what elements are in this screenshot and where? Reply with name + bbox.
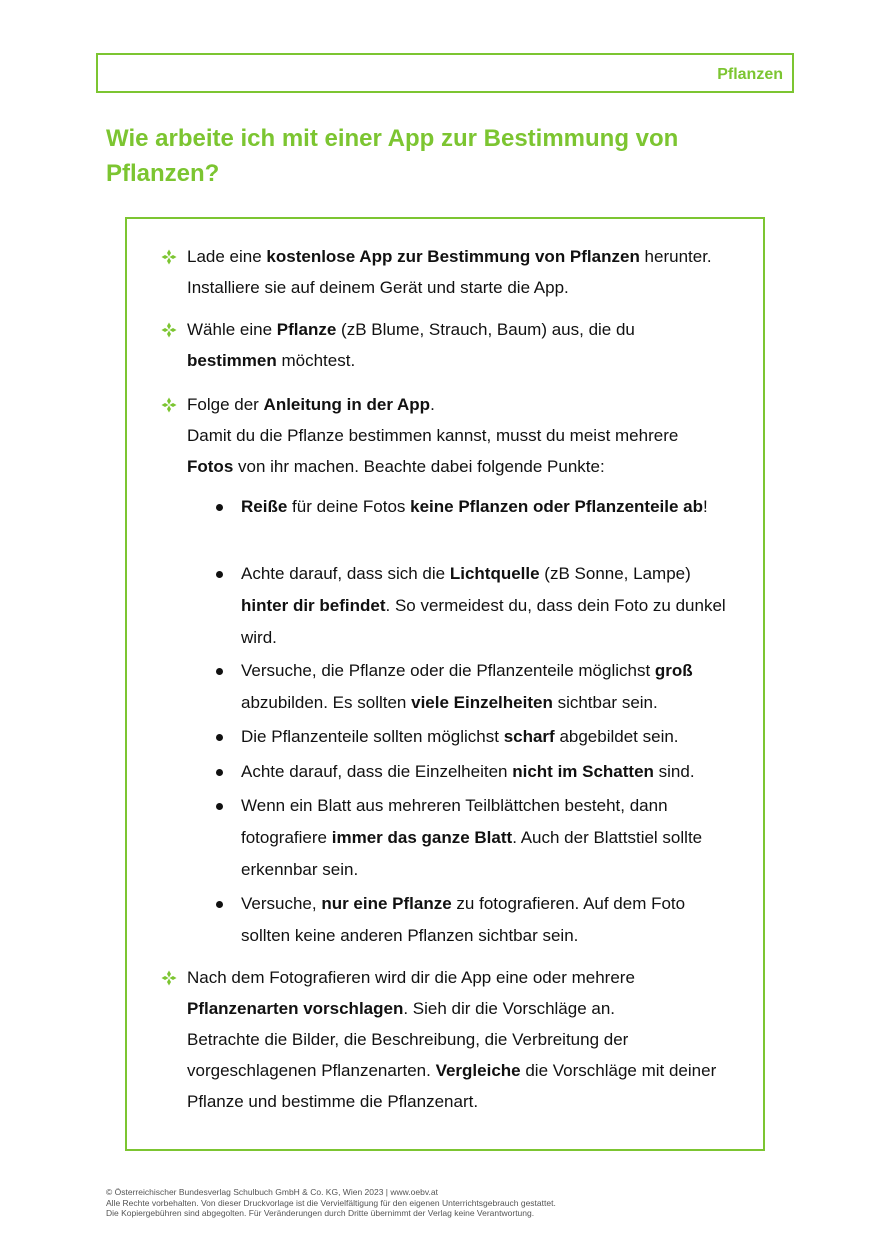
diamond-bullet-icon <box>161 249 177 265</box>
instruction-item-1: Lade eine kostenlose App zur Bestimmung von Pflanzen herunter. Installiere sie auf deinem Gerät und starte die App. <box>187 247 712 297</box>
subject-label: Pflanzen <box>717 66 783 83</box>
header-bar <box>96 53 794 93</box>
tip-item-3: Versuche, die Pflanze oder die Pflanzenteile möglichst groß abzubilden. Es sollten viele Einzelheiten sichtbar sein. <box>241 661 693 712</box>
copyright-footer <box>106 1187 806 1219</box>
bullet-dot <box>216 803 223 810</box>
bullet-dot <box>216 769 223 776</box>
tip-item-2: Achte darauf, dass sich die Lichtquelle (zB Sonne, Lampe) hinter dir befindet. So vermeidest du, dass dein Foto zu dunkel wird. <box>241 564 726 647</box>
tip-item-4: Die Pflanzenteile sollten möglichst scharf abgebildet sein. <box>241 727 679 746</box>
instruction-item-4: Nach dem Fotografieren wird dir die App eine oder mehrere Pflanzenarten vorschlagen. Sieh dir die Vorschläge an. Betrachte die Bilder, die Beschreibung, die Verbreitung der vorgeschlagenen Pflanzenarten. Vergleiche die Vorschläge mit deiner Pflanze und bestimme die Pflanzenart. <box>187 968 717 1111</box>
tip-item-6: Wenn ein Blatt aus mehreren Teilblättchen besteht, dann fotografiere immer das ganze Blatt. Auch der Blattstiel sollte erkennbar sein. <box>241 796 703 879</box>
footer-line-3: Die Kopiergebühren sind abgegolten. Für Veränderungen durch Dritte übernimmt der Verlag keine Verantwortung. <box>106 1208 535 1218</box>
bullet-dot <box>216 734 223 741</box>
diamond-bullet-icon <box>161 970 177 986</box>
page-title: Wie arbeite ich mit einer App zur Bestimmung von Pflanzen? <box>106 125 679 187</box>
bullet-dot <box>216 571 223 578</box>
bullet-dot <box>216 901 223 908</box>
diamond-bullet-icon <box>161 397 177 413</box>
tip-item-5: Achte darauf, dass die Einzelheiten nicht im Schatten sind. <box>241 762 695 781</box>
tip-item-7: Versuche, nur eine Pflanze zu fotografieren. Auf dem Foto sollten keine anderen Pflanzen sichtbar sein. <box>241 894 686 945</box>
footer-line-1: © Österreichischer Bundesverlag Schulbuch GmbH & Co. KG, Wien 2023 | www.oebv.at <box>106 1187 438 1197</box>
tip-item-1: Reiße für deine Fotos keine Pflanzen oder Pflanzenteile ab! <box>241 497 708 516</box>
bullet-dot <box>216 504 223 511</box>
bullet-dot <box>216 668 223 675</box>
instruction-item-2: Wähle eine Pflanze (zB Blume, Strauch, Baum) aus, die du bestimmen möchtest. <box>187 320 635 370</box>
instruction-item-3: Folge der Anleitung in der App. Damit du die Pflanze bestimmen kannst, musst du meist mehrere Fotos von ihr machen. Beachte dabei folgende Punkte: <box>187 395 679 476</box>
diamond-bullet-icon <box>161 322 177 338</box>
footer-line-2: Alle Rechte vorbehalten. Von dieser Druckvorlage ist die Vervielfältigung für den eigenen Unterrichtsgebrauch gestattet. <box>106 1197 556 1208</box>
